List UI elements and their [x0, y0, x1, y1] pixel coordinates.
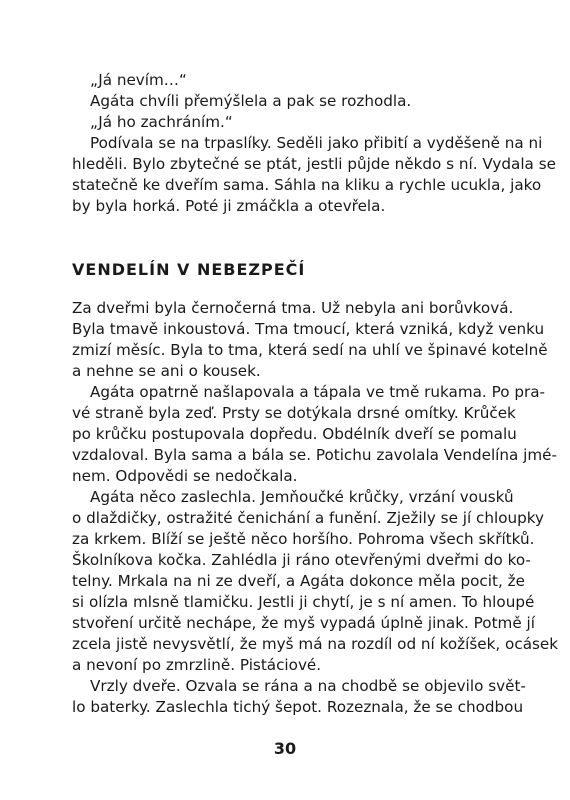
text-line: zcela jistě nevysvětlí, že myš má na rozdíl od ní kožíšek, ocásek	[72, 635, 559, 653]
text-line: statečně ke dveřím sama. Sáhla na kliku a rychle ucukla, jako	[72, 176, 542, 194]
text-line: Podívala se na trpaslíky. Seděli jako přibití a vyděšeně na ni	[90, 134, 543, 152]
text-line: hleděli. Bylo zbytečné se ptát, jestli půjde někdo s ní. Vydala se	[72, 155, 556, 173]
text-line: „Já ho zachráním.“	[90, 113, 233, 131]
text-line: po krůčku postupovala dopředu. Obdélník dveří se pomalu	[72, 425, 517, 443]
text-line: Školníkova kočka. Zahlédla ji ráno otevřenými dveřmi do ko-	[72, 551, 531, 569]
text-line: by byla horká. Poté ji zmáčkla a otevřela.	[72, 197, 386, 215]
text-line: za krkem. Blíží se ještě něco horšího. Pohroma všech skřítků.	[72, 530, 535, 548]
text-line: Za dveřmi byla černočerná tma. Už nebyla ani borůvková.	[72, 299, 514, 317]
text-line: stvoření určitě nechápe, že myš vypadá úplně jinak. Potmě jí	[72, 614, 535, 632]
text-line: vé straně byla zeď. Prsty se dotýkala drsné omítky. Krůček	[72, 404, 516, 422]
text-line: o dlaždičky, ostražité čenichání a funění. Zježily se jí chloupky	[72, 509, 545, 527]
text-line: a nevoní po zmrzlině. Pistáciové.	[72, 656, 322, 674]
chapter-heading: VENDELÍN V NEBEZPEČÍ	[72, 260, 306, 279]
text-line: Vrzly dveře. Ozvala se rána a na chodbě se objevilo svět-	[90, 677, 526, 695]
text-line: nem. Odpovědi se nedočkala.	[72, 467, 298, 485]
text-line: Agáta opatrně našlapovala a tápala ve tmě rukama. Po pra-	[90, 383, 545, 401]
text-line: telny. Mrkala na ni ze dveří, a Agáta dokonce měla pocit, že	[72, 572, 525, 590]
text-line: a nehne se ani o kousek.	[72, 362, 261, 380]
page-number: 30	[273, 739, 297, 758]
text-line: Agáta chvíli přemýšlela a pak se rozhodla.	[90, 92, 412, 110]
text-line: „Já nevím…“	[90, 71, 187, 89]
text-line: zmizí měsíc. Byla to tma, která sedí na uhlí ve špinavé kotelně	[72, 341, 548, 359]
text-line: lo baterky. Zaslechla tichý šepot. Rozeznala, že se chodbou	[72, 698, 524, 716]
text-line: Agáta něco zaslechla. Jemňoučké krůčky, vrzání vousků	[90, 488, 514, 506]
text-line: si olízla mlsně tlamičku. Jestli ji chytí, je s ní amen. To hloupé	[72, 593, 535, 611]
text-line: vzdaloval. Byla sama a bála se. Potichu zavolala Vendelína jmé-	[72, 446, 557, 464]
text-line: Byla tmavě inkoustová. Tma tmoucí, která vzniká, když venku	[72, 320, 545, 338]
